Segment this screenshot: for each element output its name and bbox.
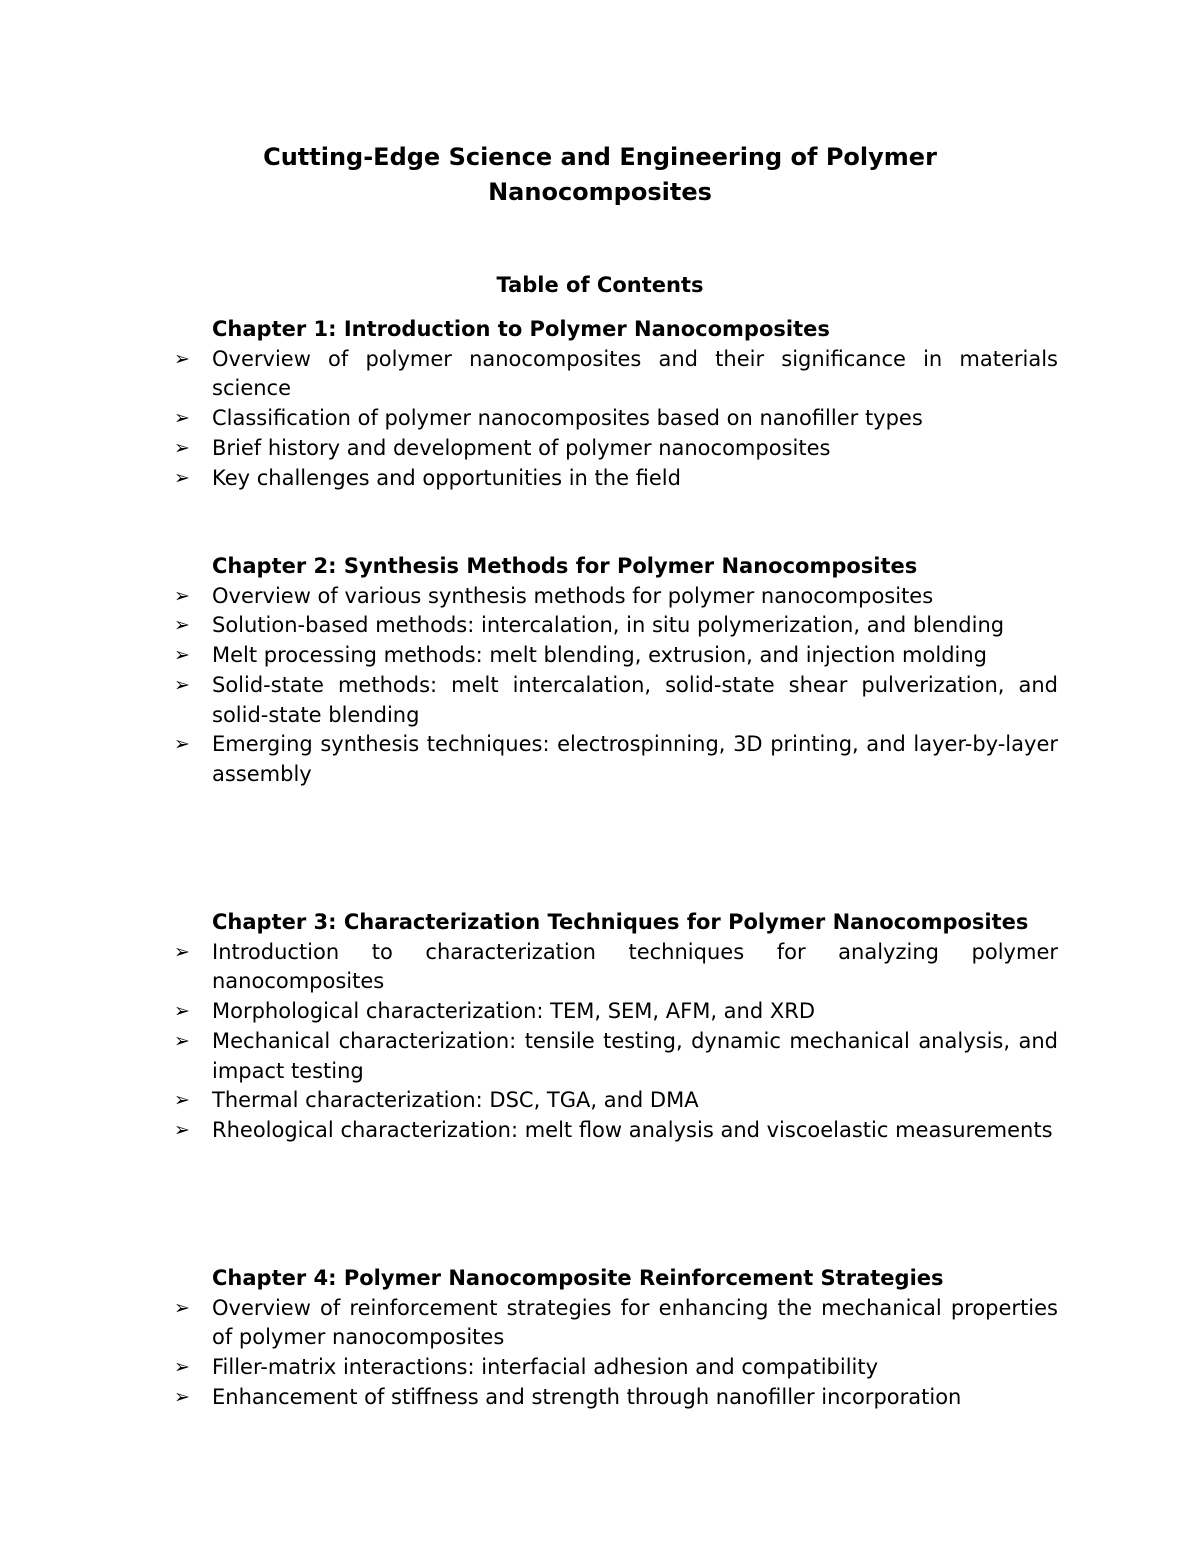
list-item-text: Overview of polymer nanocomposites and their significance in materials science [212,346,1058,401]
list-item [174,1353,1058,1383]
chapter-2 [174,552,1058,790]
arrow-bullet-icon: ➢ [174,436,190,459]
arrow-bullet-icon: ➢ [174,940,190,963]
list-item [174,404,1058,434]
arrow-bullet-icon: ➢ [174,584,190,607]
toc-heading: Table of Contents [496,273,704,297]
list-item-text: Solid-state methods: melt intercalation, solid-state shear pulverization, and solid-state blending [212,672,1058,727]
chapter-title: Chapter 2: Synthesis Methods for Polymer Nanocomposites [212,554,918,578]
list-item [174,434,1058,464]
list-item-text: Melt processing methods: melt blending, extrusion, and injection molding [212,643,988,668]
list-item [174,1027,1058,1086]
list-item [174,938,1058,997]
list-item-text: Filler-matrix interactions: interfacial adhesion and compatibility [212,1355,879,1380]
list-item [174,464,1058,494]
arrow-bullet-icon: ➢ [174,347,190,370]
arrow-bullet-icon: ➢ [174,614,190,637]
list-item [174,1294,1058,1353]
list-item-text: Overview of various synthesis methods for polymer nanocomposites [212,583,934,608]
list-item-text: Thermal characterization: DSC, TGA, and DMA [212,1088,699,1113]
chapter-title: Chapter 3: Characterization Techniques for Polymer Nanocomposites [212,910,1029,934]
list-item-text: Solution-based methods: intercalation, in situ polymerization, and blending [212,613,1005,638]
list-item-text: Brief history and development of polymer nanocomposites [212,435,831,460]
list-item-text: Overview of reinforcement strategies for enhancing the mechanical properties of polymer nanocomposites [212,1295,1058,1350]
document-title: Cutting-Edge Science and Engineering of Polymer Nanocomposites [263,143,937,206]
chapter-title: Chapter 1: Introduction to Polymer Nanocomposites [212,317,830,341]
chapter-3 [174,908,1058,1146]
list-item [174,641,1058,671]
list-item [174,1383,1058,1413]
list-item [174,345,1058,404]
list-item [174,611,1058,641]
list-item [174,1116,1058,1146]
chapter-item-list [174,938,1058,1146]
arrow-bullet-icon: ➢ [174,1089,190,1112]
list-item [174,582,1058,612]
chapter-1 [174,315,1058,493]
list-item-text: Morphological characterization: TEM, SEM, AFM, and XRD [212,999,816,1024]
arrow-bullet-icon: ➢ [174,1000,190,1023]
arrow-bullet-icon: ➢ [174,1356,190,1379]
list-item-text: Emerging synthesis techniques: electrospinning, 3D printing, and layer-by-layer assembly [212,732,1058,786]
arrow-bullet-icon: ➢ [174,1385,190,1408]
list-item-text: Classification of polymer nanocomposites based on nanofiller types [212,406,923,431]
list-item-text: Rheological characterization: melt flow analysis and viscoelastic measurements [212,1117,1053,1142]
list-item-text: Introduction to characterization techniques for analyzing polymer nanocomposites [212,939,1058,994]
list-item-text: Mechanical characterization: tensile testing, dynamic mechanical analysis, and impact testing [212,1028,1058,1083]
arrow-bullet-icon: ➢ [174,733,190,756]
list-item-text: Key challenges and opportunities in the field [212,465,681,490]
arrow-bullet-icon: ➢ [174,407,190,430]
chapter-item-list [174,345,1058,494]
arrow-bullet-icon: ➢ [174,1296,190,1319]
arrow-bullet-icon: ➢ [174,1029,190,1052]
arrow-bullet-icon: ➢ [174,1118,190,1141]
list-item [174,730,1058,789]
list-item-text: Enhancement of stiffness and strength through nanofiller incorporation [212,1384,962,1409]
arrow-bullet-icon: ➢ [174,466,190,489]
chapter-title: Chapter 4: Polymer Nanocomposite Reinforcement Strategies [212,1266,944,1290]
arrow-bullet-icon: ➢ [174,644,190,667]
chapter-item-list [174,1294,1058,1413]
chapter-4 [174,1264,1058,1413]
chapter-item-list [174,582,1058,790]
list-item [174,997,1058,1027]
list-item [174,671,1058,730]
list-item [174,1086,1058,1116]
arrow-bullet-icon: ➢ [174,673,190,696]
